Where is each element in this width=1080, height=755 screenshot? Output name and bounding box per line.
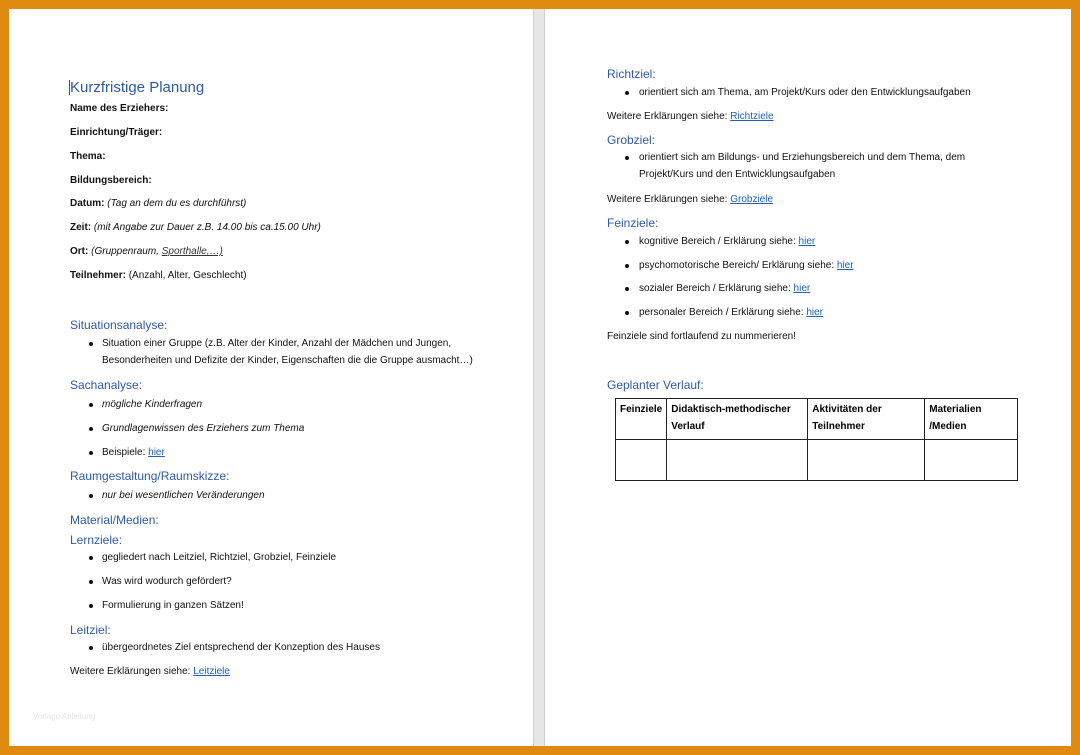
heading-grobziel: Grobziel: [607,133,656,147]
heading-verlauf: Geplanter Verlauf: [607,378,704,392]
page-title: Kurzfristige Planung [70,79,205,96]
list-item: mögliche Kinderfragen [102,399,203,410]
sozial-link[interactable]: hier [793,283,811,294]
page-gap [533,9,545,746]
leitziel-more: Weitere Erklärungen siehe: Leitziele [70,666,230,677]
list-item: psychomotorische Bereich/ Erklärung siehe: hier [639,260,854,271]
field-thema: Thema: [70,151,106,162]
list-item: gegliedert nach Leitziel, Richtziel, Grobziel, Feinziele [102,552,337,563]
field-teilnehmer: Teilnehmer: (Anzahl, Alter, Geschlecht) [70,270,247,281]
sporthalle-link[interactable]: Sporthalle,…) [161,246,223,257]
table-cell[interactable] [616,440,667,481]
heading-raumgestaltung: Raumgestaltung/Raumskizze: [70,469,230,483]
col-materialien: Materialien /Medien [925,399,1018,440]
field-zeit: Zeit: (mit Angabe zur Dauer z.B. 14.00 bis ca.15.00 Uhr) [70,222,321,233]
bullet-icon [89,427,93,431]
list-item: Was wird wodurch gefördert? [102,576,232,587]
list-item: nur bei wesentlichen Veränderungen [102,490,265,501]
col-verlauf: Didaktisch-methodischer Verlauf [667,399,808,440]
col-aktivitaeten: Aktivitäten der Teilnehmer [808,399,925,440]
list-item: orientiert sich am Thema, am Projekt/Kurs oder den Entwicklungsaufgaben [639,87,971,98]
list-item: Situation einer Gruppe (z.B. Alter der Kinder, Anzahl der Mädchen und Jungen, Besonderheiten und Defizite der Kinder, Eigenschaften die die Gruppe ausmacht…) [102,338,473,366]
field-bildungsbereich: Bildungsbereich: [70,175,152,186]
field-erzieher: Name des Erziehers: [70,103,169,114]
bullet-icon [625,264,629,268]
field-datum: Datum: (Tag an dem du es durchführst) [70,198,247,209]
bullet-icon [89,451,93,455]
list-item: personaler Bereich / Erklärung siehe: hier [639,307,823,318]
table-header-row [616,399,1018,440]
heading-feinziele: Feinziele: [607,216,659,230]
watermark: Vorlage Anleitung [33,712,96,721]
verlauf-table [615,398,1018,481]
field-einrichtung: Einrichtung/Träger: [70,127,163,138]
list-item: übergeordnetes Ziel entsprechend der Konzeption des Hauses [102,642,380,653]
list-item: Grundlagenwissen des Erziehers zum Thema [102,423,305,434]
bullet-icon [89,604,93,608]
grobziel-more: Weitere Erklärungen siehe: Grobziele [607,194,774,205]
col-feinziele: Feinziele [616,399,667,440]
heading-sachanalyse: Sachanalyse: [70,378,143,392]
bullet-icon [625,287,629,291]
heading-lernziele: Lernziele: [70,533,123,547]
list-item: Formulierung in ganzen Sätzen! [102,600,244,611]
bullet-icon [89,580,93,584]
richtziel-more: Weitere Erklärungen siehe: Richtziele [607,111,774,122]
list-item: orientiert sich am Bildungs- und Erziehungsbereich und dem Thema, dem Projekt/Kurs und den Entwicklungsaufgaben [639,152,966,180]
grobziele-link[interactable]: Grobziele [730,194,774,205]
table-cell[interactable] [667,440,808,481]
bullet-icon [625,240,629,244]
table-row [616,440,1018,481]
leitziele-link[interactable]: Leitziele [193,666,230,677]
bullet-icon [625,311,629,315]
bullet-icon [89,342,93,346]
heading-richtziel: Richtziel: [607,67,656,81]
beispiele-link[interactable]: hier [148,447,165,458]
personal-link[interactable]: hier [806,307,823,318]
kognitiv-link[interactable]: hier [798,236,816,247]
field-ort: Ort: (Gruppenraum, Sporthalle,…) [70,246,223,257]
table-cell[interactable] [925,440,1018,481]
document-viewer [9,9,1071,746]
list-item: Beispiele: hier [102,447,165,458]
feinziele-note: Feinziele sind fortlaufend zu nummerieren! [607,331,796,342]
heading-situationsanalyse: Situationsanalyse: [70,318,168,332]
bullet-icon [89,403,93,407]
bullet-icon [625,91,629,95]
list-item: sozialer Bereich / Erklärung siehe: hier [639,283,811,294]
richtziele-link[interactable]: Richtziele [730,111,774,122]
bullet-icon [89,494,93,498]
bullet-icon [89,556,93,560]
heading-material: Material/Medien: [70,513,159,527]
bullet-icon [89,646,93,650]
psychomotorisch-link[interactable]: hier [836,260,854,271]
page-right [545,9,1071,746]
page-left [9,9,533,746]
list-item: kognitive Bereich / Erklärung siehe: hier [639,236,816,247]
table-cell[interactable] [808,440,925,481]
heading-leitziel: Leitziel: [70,623,111,637]
bullet-icon [625,156,629,160]
